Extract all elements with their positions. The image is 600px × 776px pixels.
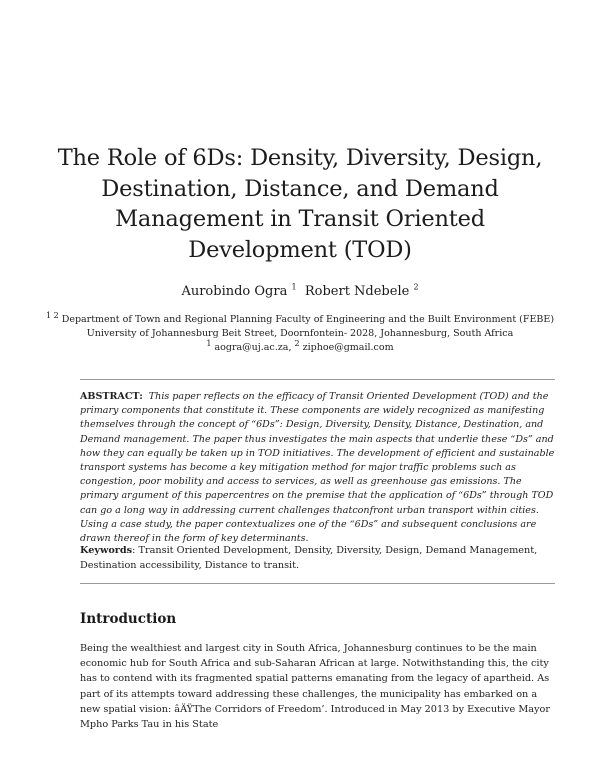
abstract-label: ABSTRACT [80,391,140,402]
author-email: aogra@uj.ac.za, [214,342,292,353]
abstract: ABSTRACT: This paper reflects on the efficacy of Transit Oriented Development (TOD) and the primary components that constitute it. These components are widely recognized as manifesting themselves through the concept of “6Ds”: Design, Diversity, Density, Distance, Destination, and Demand management. The paper thus investigates the main aspects that underlie these “Ds” and how they can equally be taken up in TOD initiatives. The development of efficient and sustainable transport systems has become a key mitigation method for major traffic problems such as congestion, poor mobility and access to services, as well as greenhouse gas emissions. The primary argument of this papercentres on the premise that the application of “6Ds” through TOD can go a long way in addressing current challenges thatconfront urban transport within cities. Using a case study, the paper contextualizes one of the “6Ds” and subsequent conclusions are drawn thereof in the form of key determinants. [80,391,555,545]
affiliation-department-text: Department of Town and Regional Planning Faculty of Engineering and the Built Environment (FEBE) [61,314,555,325]
abstract-top-rule [80,379,555,380]
abstract-bottom-rule [80,583,555,584]
keywords: Keywords: Transit Oriented Development, Density, Diversity, Design, Demand Management, Destination accessibility, Distance to transit. [80,545,538,571]
affiliation-address: University of Johannesburg Beit Street, Doornfontein- 2028, Johannesburg, South Africa [86,328,514,339]
abstract-text: This paper reflects on the efficacy of Transit Oriented Development (TOD) and the primary components that constitute it. These components are widely recognized as manifesting themselves through the concept of “6Ds”: Design, Diversity, Density, Distance, Destination, and Demand management. The paper thus investigates the main aspects that underlie these “Ds” and how they can equally be taken up in TOD initiatives. The development of efficient and sustainable transport systems has become a key mitigation method for major traffic problems such as congestion, poor mobility and access to services, as well as greenhouse gas emissions. The primary argument of this papercentres on the premise that the application of “6Ds” through TOD can go a long way in addressing current challenges thatconfront urban transport within cities. Using a case study, the paper contextualizes one of the “6Ds” and subsequent conclusions are drawn thereof in the form of key determinants. [80,391,555,545]
affiliation-block [0,310,600,355]
section-body: Being the wealthiest and largest city in South Africa, Johannesburg continues to be the main economic hub for South Africa and sub-Saharan African at large. Notwithstanding this, the city has to contend with its fragmented spatial patterns emanating from the legacy of apartheid. As part of its attempts toward addressing these challenges, the municipality has embarked on a new spatial vision: âÄŸThe Corridors of Freedom’. Introduced in May 2013 by Executive Mayor Mpho Parks Tau in his State [80,643,550,731]
author-email: ziphoe@gmail.com [302,342,394,353]
paper-title [40,143,560,265]
keywords-text: Transit Oriented Development, Density, Diversity, Design, Demand Management, Destination accessibility, Distance to transit. [80,545,538,571]
email-mark: 1 [206,338,212,348]
email-mark: 2 [294,338,300,348]
author-list [0,283,600,301]
author-affiliation-mark: 1 [291,282,297,292]
author-emails [0,338,600,355]
affiliation-department [0,310,600,327]
author-name: Robert Ndebele [304,284,410,299]
author-affiliation-mark: 2 [413,282,419,292]
section-heading: Introduction [80,611,177,627]
title-line: Development (TOD) [188,236,412,263]
title-line: The Role of 6Ds: Density, Diversity, Design, [57,145,543,171]
title-line: Destination, Distance, and Demand [101,175,499,202]
author-name: Aurobindo Ogra [181,284,288,299]
keywords-label: Keywords [80,545,133,556]
title-line: Management in Transit Oriented [115,206,485,232]
affiliation-mark: 1 2 [45,310,59,320]
